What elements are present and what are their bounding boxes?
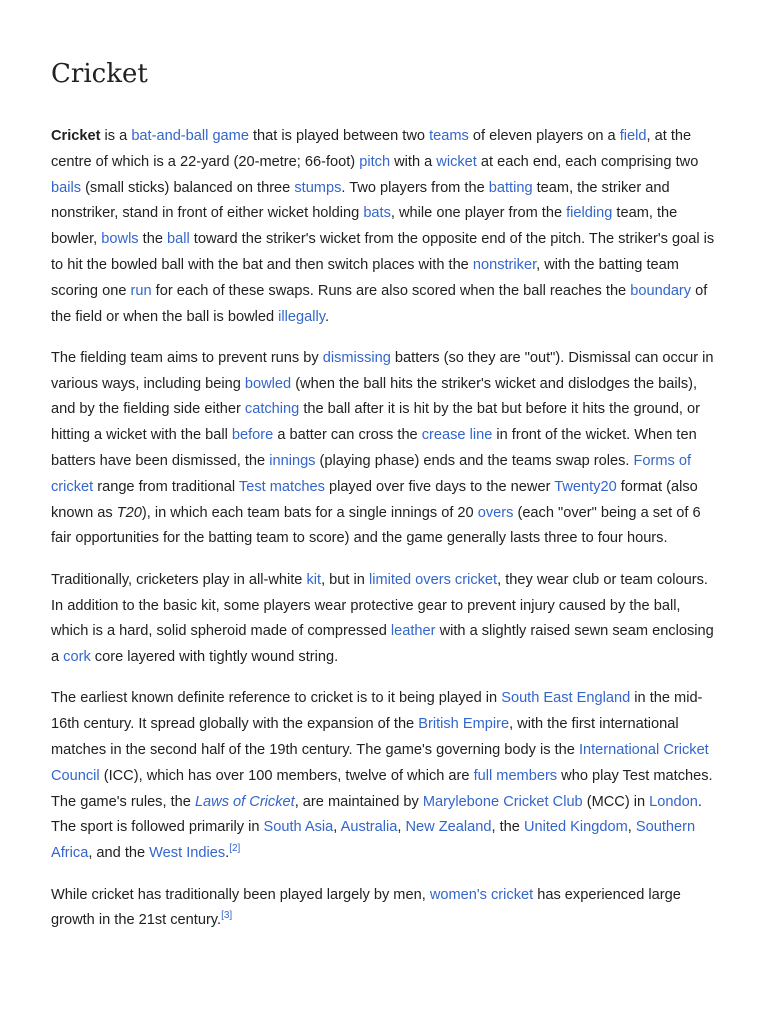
text-run: (when the ball hits the striker's wicket and dislodges the bails), and by the fielding side either: [51, 375, 698, 418]
article-link[interactable]: International Cricket Council: [51, 742, 709, 784]
article-link[interactable]: fielding: [566, 205, 613, 222]
article-link[interactable]: London: [649, 793, 698, 810]
bold-term: Cricket: [51, 128, 101, 144]
text-run: in front of the wicket. When ten batters have been dismissed, the: [51, 427, 697, 470]
text-run: .: [225, 845, 230, 862]
text-run: (small sticks) balanced on three: [81, 179, 295, 196]
text-run: , but in: [321, 571, 369, 588]
text-run: with a: [390, 153, 437, 170]
article-link[interactable]: bat-and-ball game: [131, 128, 249, 144]
italic-text: T20: [116, 504, 142, 521]
text-run: with a slightly raised sewn seam enclosing a: [51, 623, 714, 666]
text-run: format (also known as: [51, 478, 698, 521]
article-link[interactable]: wicket: [436, 153, 477, 170]
text-run: ,: [333, 819, 341, 836]
article-body: [51, 124, 719, 934]
text-run: . Two players from the: [341, 179, 489, 196]
text-run: at each end, each comprising two: [476, 153, 699, 170]
article-link[interactable]: boundary: [630, 282, 692, 299]
article-link[interactable]: United Kingdom: [523, 819, 628, 836]
article-link[interactable]: kit: [306, 571, 322, 588]
article-link[interactable]: women's cricket: [429, 886, 534, 903]
text-run: a batter can cross the: [273, 427, 422, 444]
article-link[interactable]: pitch: [359, 153, 391, 170]
article: [51, 50, 719, 950]
text-run: toward the striker's wicket from the opposite end of the pitch. The striker's goal is to hit the bowled ball with the bat and then switch places with the: [51, 231, 715, 273]
article-link[interactable]: crease line: [421, 427, 493, 444]
text-run: played over five days to the newer: [324, 478, 555, 495]
article-link[interactable]: before: [231, 427, 274, 444]
text-run: of the field or when the ball is bowled: [51, 282, 708, 325]
citation-link[interactable]: [2]: [229, 843, 241, 855]
text-run: , are maintained by: [294, 793, 423, 810]
paragraph-3: [51, 568, 719, 671]
article-link[interactable]: South Asia: [263, 819, 334, 836]
text-run: , at the centre of which is a 22-yard (20-metre; 66-foot): [51, 128, 692, 170]
paragraph-1: [51, 124, 719, 330]
article-link[interactable]: illegally: [278, 308, 325, 325]
article-link[interactable]: Laws of Cricket: [194, 793, 295, 810]
text-run: , with the batting team scoring one: [51, 256, 679, 299]
article-link[interactable]: bails: [51, 179, 82, 196]
article-link[interactable]: leather: [390, 623, 436, 640]
text-run: batters (so they are "out"). Dismissal can occur in various ways, including being: [51, 349, 714, 392]
article-link[interactable]: overs: [477, 504, 514, 521]
text-run: , and the: [88, 845, 150, 862]
text-run: who play Test matches. The game's rules, the: [51, 767, 713, 810]
text-run: ,: [397, 819, 406, 836]
article-link[interactable]: field: [619, 128, 647, 144]
article-link[interactable]: South East England: [501, 690, 631, 707]
text-run: , while one player from the: [390, 205, 567, 222]
paragraph-4: [51, 686, 719, 867]
text-run: . The sport is followed primarily in: [51, 793, 702, 836]
text-run: the: [138, 231, 168, 248]
article-link[interactable]: New Zealand: [405, 819, 492, 836]
text-run: core layered with tightly wound string.: [90, 649, 339, 666]
text-run: for each of these swaps. Runs are also scored when the ball reaches the: [151, 282, 631, 299]
article-link[interactable]: catching: [244, 401, 300, 418]
text-run: is a: [100, 128, 132, 144]
text-run: that is played between two: [248, 128, 430, 144]
article-link[interactable]: bowled: [244, 375, 292, 392]
text-run: Traditionally, cricketers play in all-white: [51, 571, 307, 588]
article-link[interactable]: batting: [488, 179, 533, 196]
text-run: , with the first international matches in the second half of the 19th century. The game's governing body is the: [51, 716, 679, 759]
citation-link[interactable]: [3]: [221, 910, 233, 922]
text-run: the ball after it is hit by the bat but before it hits the ground, or hitting a wicket with the ball: [51, 401, 701, 444]
article-link[interactable]: dismissing: [322, 349, 391, 366]
text-run: , they wear club or team colours. In addition to the basic kit, some players wear protective gear to prevent injury caused by the ball, which is a hard, solid spheroid made of compressed: [51, 571, 708, 640]
article-link[interactable]: bowls: [101, 231, 139, 248]
article-link[interactable]: Marylebone Cricket Club: [422, 793, 583, 810]
text-run: (ICC), which has over 100 members, twelve of which are: [99, 767, 474, 784]
article-link[interactable]: teams: [429, 128, 469, 144]
text-run: has experienced large growth in the 21st century.: [51, 886, 681, 929]
text-run: ,: [627, 819, 636, 836]
text-run: of eleven players on a: [468, 128, 620, 144]
text-run: The earliest known definite reference to cricket is to it being played in: [51, 690, 502, 707]
text-run: The fielding team aims to prevent runs by: [51, 349, 323, 366]
article-link[interactable]: ball: [167, 231, 190, 248]
text-run: , the: [491, 819, 524, 836]
article-link[interactable]: run: [130, 282, 152, 299]
article-link[interactable]: cork: [63, 649, 91, 666]
paragraph-5: [51, 883, 719, 935]
reference-superscript: [221, 910, 232, 921]
article-link[interactable]: Southern Africa: [51, 819, 696, 862]
article-link[interactable]: British Empire: [418, 716, 510, 733]
reference-superscript: [229, 843, 240, 854]
article-link[interactable]: Australia: [340, 819, 398, 836]
article-link[interactable]: Twenty20: [554, 478, 617, 495]
page-title: Cricket: [51, 59, 148, 89]
text-run: team, the bowler,: [51, 205, 678, 248]
paragraph-2: [51, 346, 719, 552]
article-link[interactable]: Forms of cricket: [51, 453, 692, 495]
article-link[interactable]: innings: [269, 453, 316, 470]
text-run: range from traditional: [93, 478, 239, 495]
text-run: (playing phase) ends and the teams swap roles.: [315, 453, 634, 470]
text-run: (MCC) in: [582, 793, 650, 810]
article-link[interactable]: West Indies: [149, 845, 226, 862]
text-run: in the mid-16th century. It spread globally with the expansion of the: [51, 690, 703, 733]
text-run: While cricket has traditionally been played largely by men,: [51, 886, 430, 903]
article-link[interactable]: Test matches: [238, 478, 325, 495]
text-run: team, the striker and nonstriker, stand in front of either wicket holding: [51, 179, 670, 222]
text-run: (each "over" being a set of 6 fair opportunities for the batting team to score) and the game generally lasts three to four hours.: [51, 504, 701, 547]
text-run: .: [324, 308, 329, 325]
article-link[interactable]: full members: [473, 767, 558, 784]
article-link[interactable]: nonstriker: [472, 256, 537, 273]
article-link[interactable]: bats: [363, 205, 391, 222]
article-link[interactable]: limited overs cricket: [368, 571, 498, 588]
article-link[interactable]: stumps: [294, 179, 342, 196]
text-run: ), in which each team bats for a single innings of 20: [141, 504, 478, 521]
